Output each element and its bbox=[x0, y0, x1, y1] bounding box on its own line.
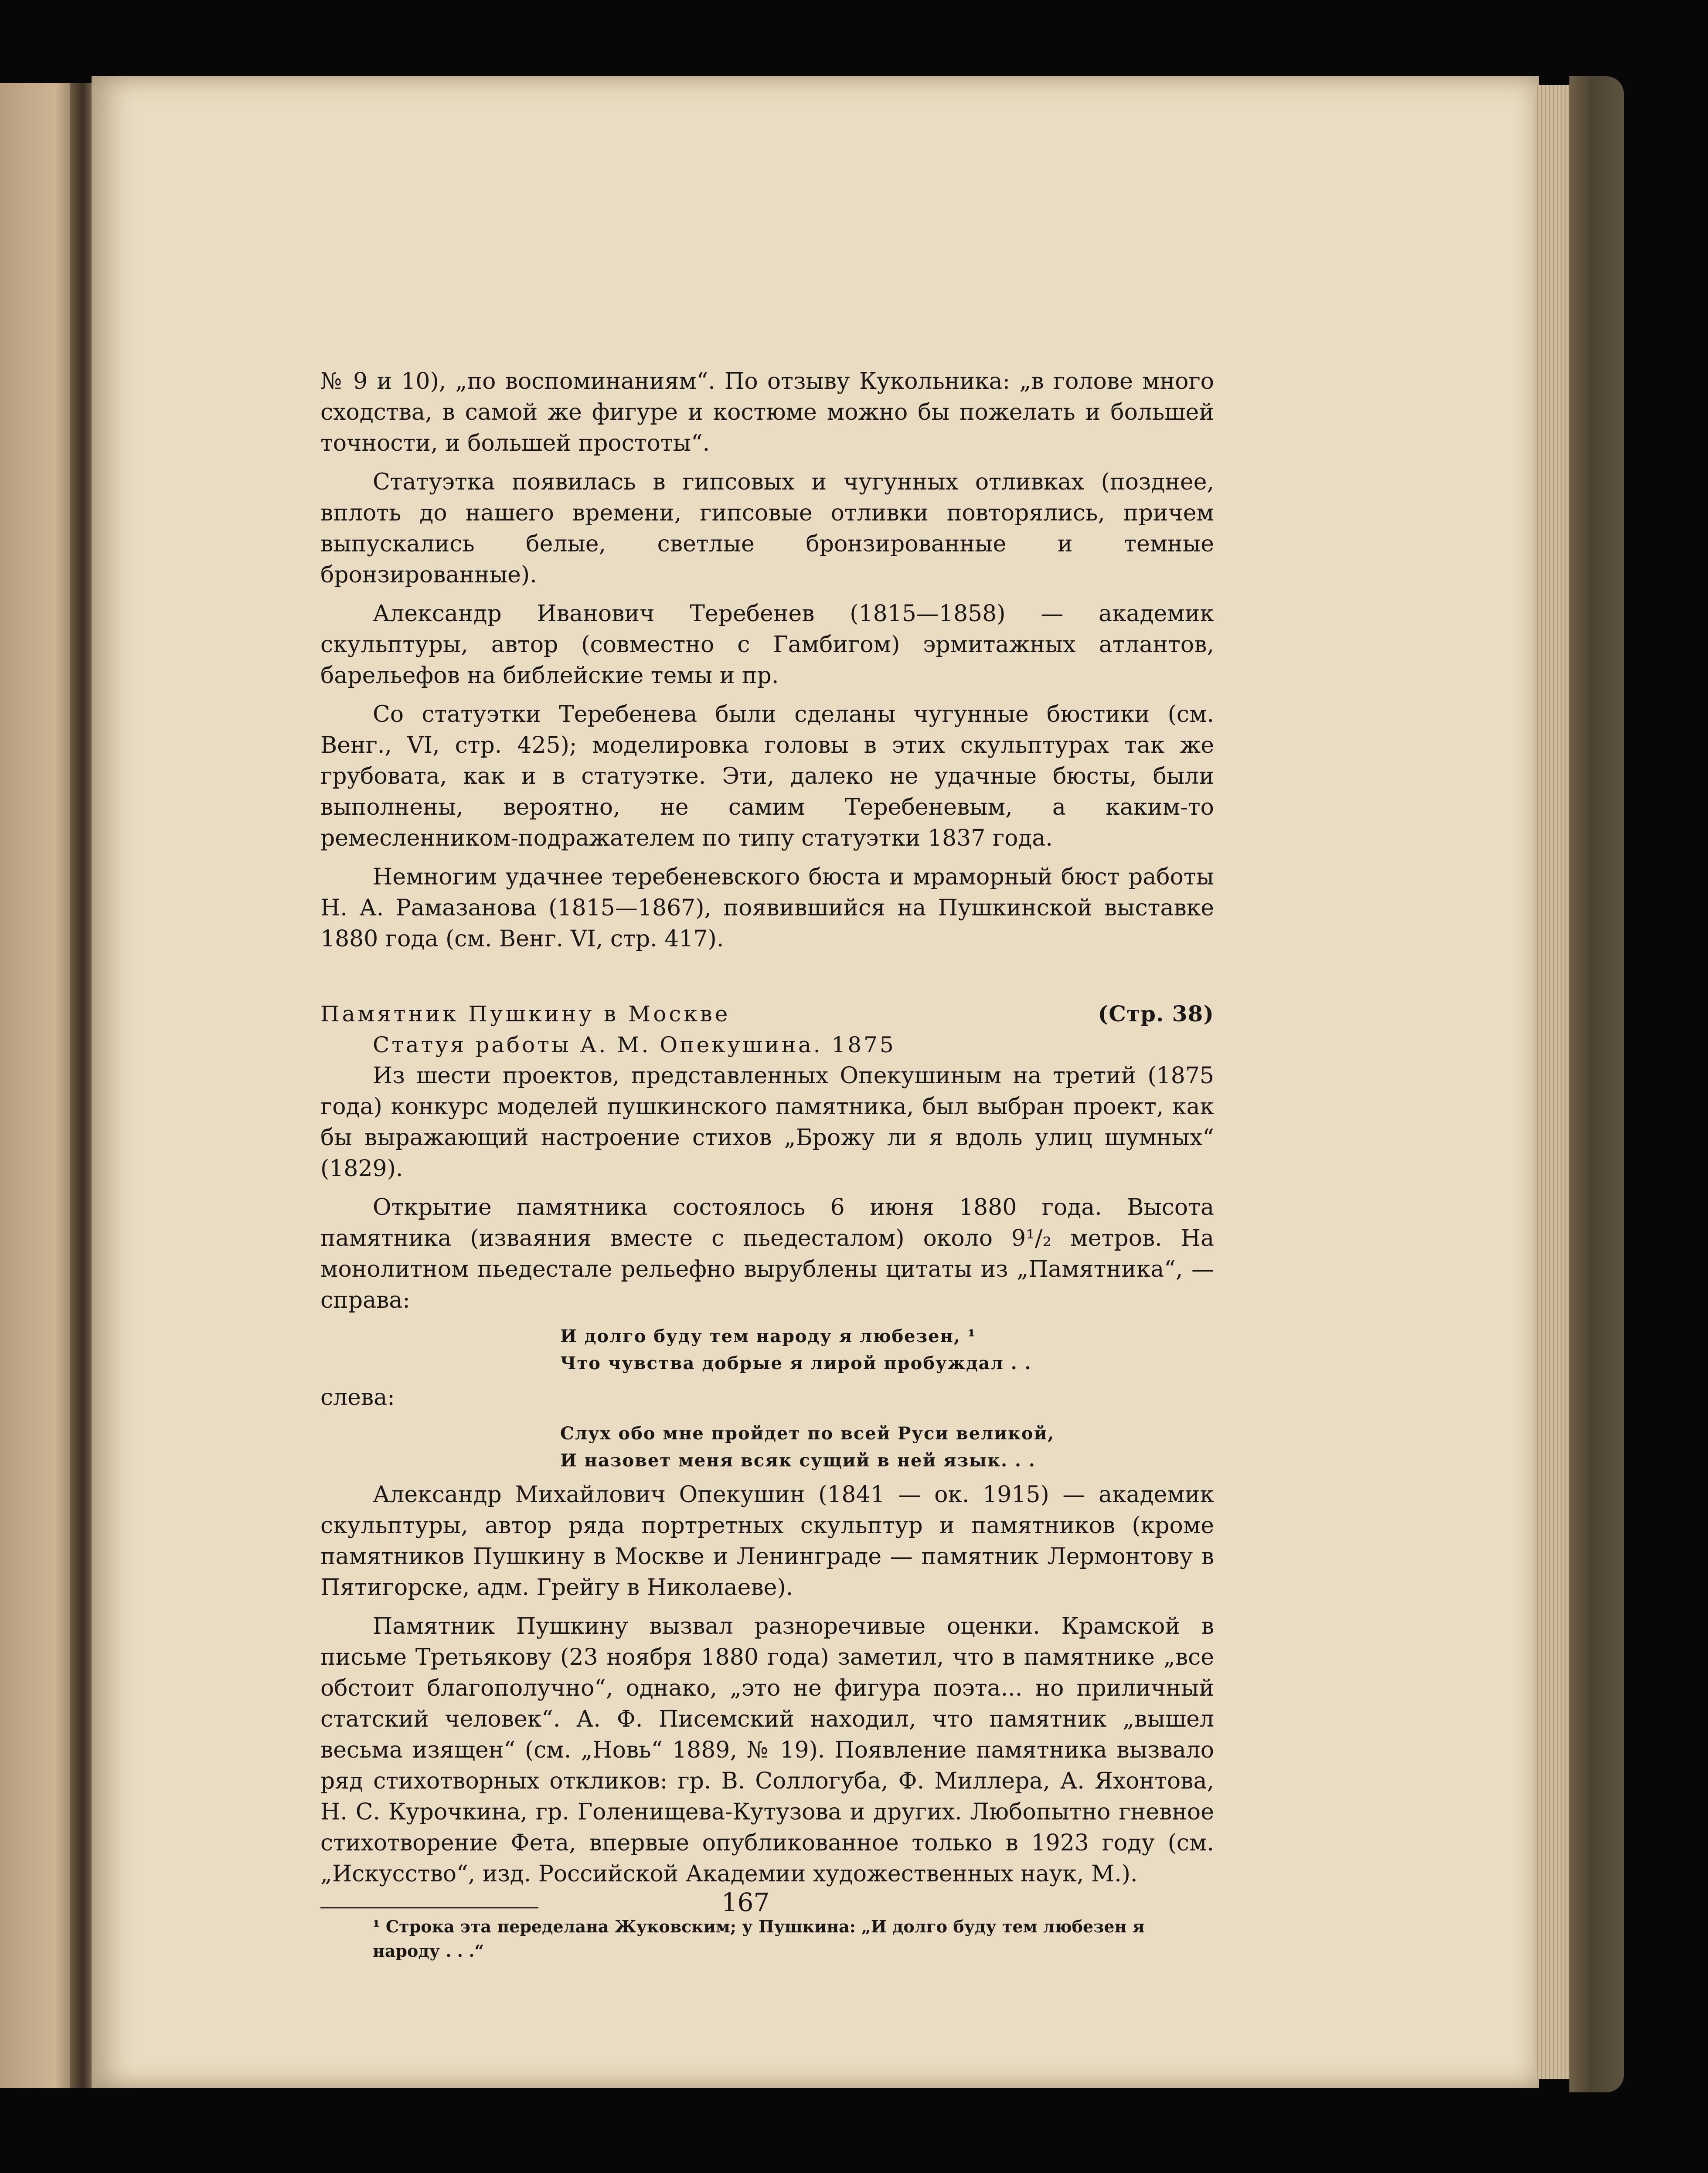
paragraph: Статуэтка появилась в гипсовых и чугунных отливках (позднее, вплоть до нашего времени, гипсовые отливки повторялись, причем выпускались белые, светлые бронзированные и темные бронзированные). bbox=[320, 469, 1214, 588]
paragraph: Александр Иванович Теребенев (1815—1858) — академик скульптуры, автор (совместно с Гамбигом) эрмитажных атлантов, барельефов на библейские темы и пр. bbox=[320, 601, 1214, 689]
book-cover-spine bbox=[1569, 76, 1624, 2092]
section-heading-row bbox=[320, 998, 1214, 1030]
verse-left bbox=[560, 1420, 1214, 1474]
verse-line: Слух обо мне пройдет по всей Руси великой, bbox=[560, 1423, 1055, 1444]
left-page-edge bbox=[0, 83, 78, 2088]
verse-line: Что чувства добрые я лирой пробуждал . . bbox=[560, 1353, 1032, 1374]
section-subheading: Статуя работы А. М. Опекушина. 1875 bbox=[373, 1032, 896, 1058]
page-text bbox=[320, 366, 1214, 1963]
paragraph: Немногим удачнее теребеневского бюста и мраморный бюст работы Н. А. Рамазанова (1815—1867), появившийся на Пушкинской выставке 1880 года (см. Венг. VI, стр. 417). bbox=[320, 864, 1214, 952]
section-heading: Памятник Пушкину в Москве bbox=[320, 1001, 731, 1027]
paragraph: Открытие памятника состоялось 6 июня 1880 года. Высота памятника (изваяния вместе с пьедесталом) около 9¹/₂ метров. На монолитном пьедестале рельефно вырублены цитаты из „Памятника“, — справа: bbox=[320, 1194, 1214, 1313]
paragraph: № 9 и 10), „по воспоминаниям“. По отзыву Кукольника: „в голове много сходства, в самой же фигуре и костюме можно бы пожелать и большей точности, и большей простоты“. bbox=[320, 368, 1214, 456]
footnote: ¹ Строка эта переделана Жуковским; у Пушкина: „И долго буду тем любезен я народу . . .“ bbox=[373, 1917, 1145, 1961]
paragraph: Из шести проектов, представленных Опекушиным на третий (1875 года) конкурс моделей пушкинского памятника, был выбран проект, как бы выражающий настроение стихов „Брожу ли я вдоль улиц шумных“ (1829). bbox=[320, 1063, 1214, 1182]
paragraph: Со статуэтки Теребенева были сделаны чугунные бюстики (см. Венг., VI, стр. 425); моделировка головы в этих скульптурах так же грубовата, как и в статуэтке. Эти, далеко не удачные бюсты, были выполнены, вероятно, не самим Теребеневым, а каким-то ремесленником-подражателем по типу статуэтки 1837 года. bbox=[320, 701, 1214, 851]
verse-line: И долго буду тем народу я любезен, ¹ bbox=[560, 1326, 976, 1347]
paragraph: Александр Михайлович Опекушин (1841 — ок. 1915) — академик скульптуры, автор ряда портретных скульптур и памятников (кроме памятников Пушкину в Москве и Ленинграде — памятник Лермонтову в Пятигорске, адм. Грейгу в Николаеве). bbox=[320, 1482, 1214, 1601]
paragraph: Памятник Пушкину вызвал разноречивые оценки. Крамской в письме Третьякову (23 ноября 1880 года) заметил, что в памятнике „все обстоит благополучно“, однако, „это не фигура поэта... но приличный статский человек“. А. Ф. Писемский находил, что памятник „вышел весьма изящен“ (см. „Новь“ 1889, № 19). Появление памятника вызвало ряд стихотворных откликов: гр. В. Соллогуба, Ф. Миллера, А. Яхонтова, Н. С. Курочкина, гр. Голенищева-Кутузова и других. Любопытно гневное стихотворение Фета, впервые опубликованное только в 1923 году (см. „Искусство“, изд. Российской Академии художественных наук, М.). bbox=[320, 1613, 1214, 1887]
left-label: слева: bbox=[320, 1384, 395, 1411]
footnote-rule bbox=[320, 1907, 538, 1908]
verse-right bbox=[560, 1323, 1214, 1377]
section-page-ref: (Стр. 38) bbox=[1098, 1001, 1214, 1027]
page-number: 167 bbox=[721, 1887, 770, 1917]
verse-line: И назовет меня всяк сущий в ней язык. . . bbox=[560, 1450, 1036, 1471]
